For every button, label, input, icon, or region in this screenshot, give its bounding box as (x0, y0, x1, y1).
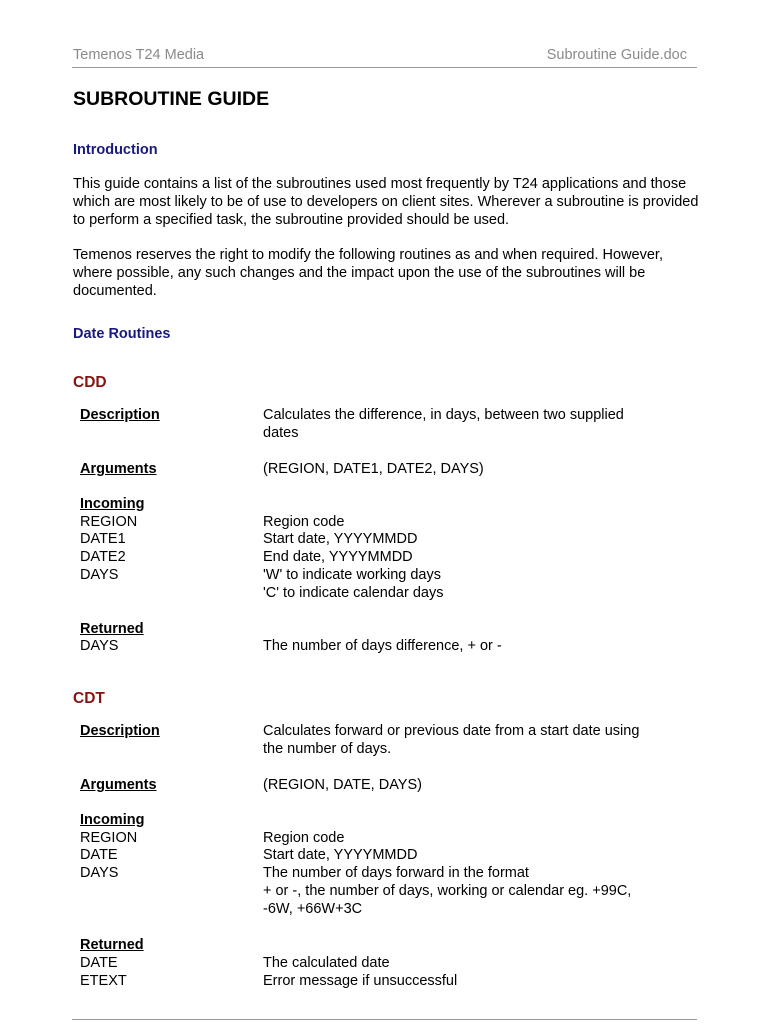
cdd-incoming-name: DATE1 (80, 531, 126, 547)
cdt-incoming-desc-continued: + or -, the number of days, working or calendar eg. +99C, -6W, +66W+3C (263, 883, 632, 917)
introduction-paragraph-1: This guide contains a list of the subroutines used most frequently by T24 applications and those which are most likely to be of use to developers on client sites. Wherever a subroutine is provided to perform a specified task, the subroutine provided should be used. (73, 176, 699, 228)
cdt-returned-desc: The calculated date (263, 955, 390, 971)
cdd-heading: CDD (73, 374, 107, 391)
cdd-returned-name: DAYS (80, 638, 119, 654)
introduction-heading: Introduction (73, 142, 158, 158)
cdd-incoming-desc: Region code (263, 514, 345, 530)
introduction-paragraph-2: Temenos reserves the right to modify the following routines as and when required. However, where possible, any such changes and the impact upon the use of the subroutines will be documented. (73, 247, 663, 299)
footer-divider (72, 1019, 697, 1020)
cdd-incoming-label: Incoming (80, 496, 145, 512)
cdd-incoming-name: REGION (80, 514, 138, 530)
cdt-returned-name: ETEXT (80, 973, 127, 989)
cdd-description-label: Description (80, 407, 160, 423)
cdt-incoming-name: DAYS (80, 865, 119, 881)
cdd-incoming-desc: 'W' to indicate working days (263, 567, 442, 583)
header-divider (72, 67, 697, 68)
cdd-returned-label: Returned (80, 621, 144, 637)
cdt-heading: CDT (73, 690, 105, 707)
cdt-returned-label: Returned (80, 937, 144, 953)
page-title: SUBROUTINE GUIDE (73, 88, 270, 110)
cdd-arguments: (REGION, DATE1, DATE2, DAYS) (263, 461, 484, 477)
header-file-name: Subroutine Guide.doc (546, 47, 687, 63)
cdt-returned-desc: Error message if unsuccessful (263, 973, 458, 989)
cdd-description: Calculates the difference, in days, between two supplied dates (263, 407, 624, 441)
cdd-incoming-desc: Start date, YYYYMMDD (263, 531, 418, 547)
cdt-incoming-name: REGION (80, 830, 138, 846)
cdt-arguments: (REGION, DATE, DAYS) (263, 777, 422, 793)
date-routines-heading: Date Routines (73, 326, 171, 342)
cdd-incoming-desc: End date, YYYYMMDD (263, 549, 413, 565)
cdt-incoming-desc: The number of days forward in the format (263, 865, 529, 881)
cdt-arguments-label: Arguments (80, 777, 157, 793)
header-doc-title: Temenos T24 Media (73, 47, 205, 63)
cdd-incoming-name: DATE2 (80, 549, 126, 565)
cdd-returned-desc: The number of days difference, + or - (263, 638, 502, 654)
cdt-incoming-name: DATE (80, 847, 118, 863)
cdt-description: Calculates forward or previous date from a start date using the number of days. (263, 723, 640, 757)
cdt-incoming-desc: Start date, YYYYMMDD (263, 847, 418, 863)
cdt-description-label: Description (80, 723, 160, 739)
cdd-incoming-desc-continued: 'C' to indicate calendar days (263, 585, 444, 601)
cdd-arguments-label: Arguments (80, 461, 157, 477)
cdt-returned-name: DATE (80, 955, 118, 971)
cdt-incoming-desc: Region code (263, 830, 345, 846)
cdt-incoming-label: Incoming (80, 812, 145, 828)
cdd-incoming-name: DAYS (80, 567, 119, 583)
